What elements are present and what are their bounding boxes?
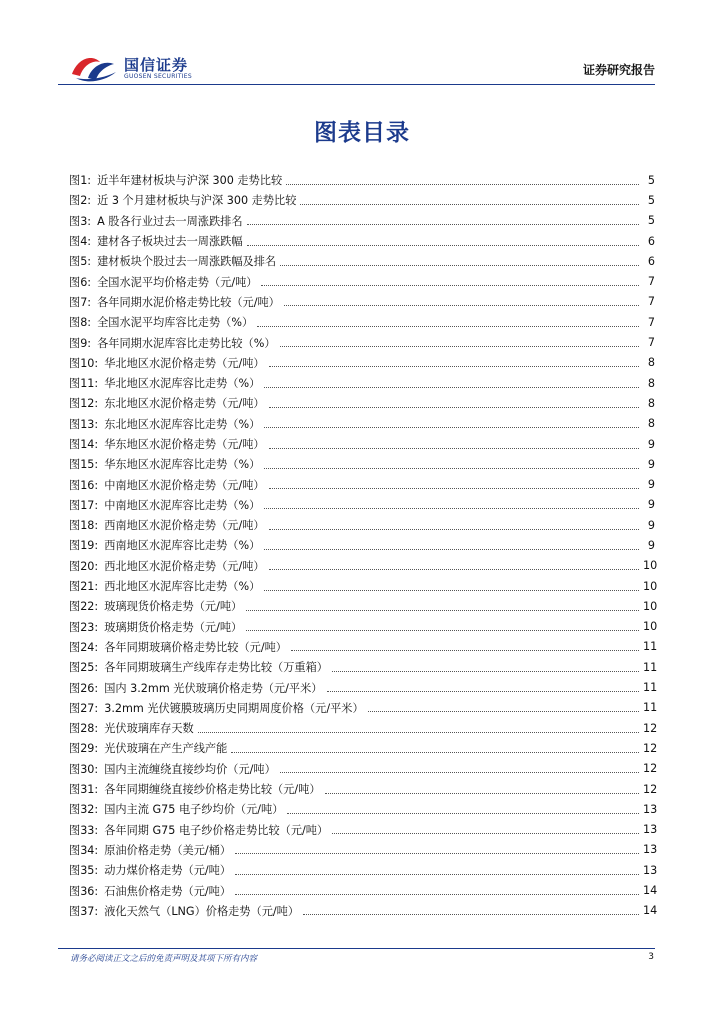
- toc-figure-title: 各年同期玻璃价格走势比较（元/吨）: [104, 640, 287, 654]
- toc-entry[interactable]: [69, 434, 655, 454]
- toc-dot-leader: [235, 874, 639, 875]
- toc-page-number: 10: [643, 620, 658, 634]
- toc-figure-title: 全国水泥平均库容比走势（%）: [97, 316, 254, 330]
- toc-page-number: 11: [643, 701, 658, 715]
- toc-page-number: 11: [643, 681, 658, 695]
- toc-entry[interactable]: [69, 617, 658, 637]
- toc-figure-title: 近 3 个月建材板块与沪深 300 走势比较: [97, 194, 297, 208]
- toc-entry[interactable]: [69, 373, 655, 393]
- toc-page-number: 13: [643, 843, 658, 857]
- toc-figure-number: 图9:: [69, 336, 92, 350]
- toc-dot-leader: [261, 285, 639, 286]
- toc-dot-leader: [332, 671, 639, 672]
- toc-page-number: 11: [643, 660, 658, 674]
- toc-entry[interactable]: [69, 698, 658, 718]
- footer-divider: [58, 948, 655, 949]
- toc-figure-title: 华北地区水泥价格走势（元/吨）: [104, 356, 265, 370]
- toc-dot-leader: [246, 630, 639, 631]
- toc-figure-title: 国内主流缠绕直接纱均价（元/吨）: [104, 762, 276, 776]
- guosen-logo-icon: [70, 52, 122, 84]
- toc-page-number: 12: [643, 762, 658, 776]
- toc-dot-leader: [231, 752, 639, 753]
- toc-figure-title: 西南地区水泥库容比走势（%）: [104, 539, 261, 553]
- toc-figure-number: 图2:: [69, 194, 92, 208]
- page-header: [70, 50, 655, 84]
- toc-entry[interactable]: [69, 759, 658, 779]
- toc-figure-number: 图19:: [69, 539, 99, 553]
- toc-figure-number: 图28:: [69, 722, 99, 736]
- header-divider: [58, 84, 655, 85]
- toc-figure-title: 国内 3.2mm 光伏玻璃价格走势（元/平米）: [104, 681, 323, 695]
- toc-figure-title: 光伏玻璃库存天数: [104, 722, 194, 736]
- toc-page-number: 6: [647, 234, 655, 248]
- toc-entry[interactable]: [69, 292, 655, 312]
- toc-dot-leader: [303, 914, 639, 915]
- toc-figure-title: 各年同期水泥库容比走势比较（%）: [97, 336, 276, 350]
- toc-entry[interactable]: [69, 535, 655, 555]
- page-number: 3: [648, 952, 654, 962]
- toc-figure-title: 光伏玻璃在产生产线产能: [104, 742, 228, 756]
- toc-figure-number: 图17:: [69, 498, 99, 512]
- toc-figure-title: 中南地区水泥价格走势（元/吨）: [104, 478, 265, 492]
- toc-dot-leader: [280, 772, 639, 773]
- toc-entry[interactable]: [69, 515, 655, 535]
- report-type-label: 证券研究报告: [582, 63, 655, 77]
- toc-entry[interactable]: [69, 738, 658, 758]
- toc-dot-leader: [300, 204, 639, 205]
- toc-dot-leader: [269, 529, 639, 530]
- toc-page-number: 6: [647, 254, 655, 268]
- toc-dot-leader: [269, 366, 639, 367]
- toc-page-number: 7: [647, 295, 655, 309]
- toc-figure-number: 图27:: [69, 701, 99, 715]
- toc-dot-leader: [327, 691, 640, 692]
- toc-page-number: 9: [647, 538, 655, 552]
- toc-figure-number: 图34:: [69, 843, 99, 857]
- toc-dot-leader: [269, 448, 639, 449]
- toc-figure-number: 图30:: [69, 762, 99, 776]
- toc-dot-leader: [235, 894, 639, 895]
- toc-page-number: 11: [643, 640, 658, 654]
- toc-dot-leader: [284, 305, 639, 306]
- toc-figure-title: 建材各子板块过去一周涨跌幅: [97, 235, 243, 249]
- toc-page-number: 10: [643, 559, 658, 573]
- toc-dot-leader: [269, 407, 639, 408]
- toc-page-number: 7: [647, 315, 655, 329]
- toc-dot-leader: [286, 184, 639, 185]
- toc-figure-number: 图3:: [69, 214, 92, 228]
- toc-dot-leader: [264, 427, 639, 428]
- toc-figure-title: 石油焦价格走势（元/吨）: [104, 884, 232, 898]
- toc-figure-title: 建材板块个股过去一周涨跌幅及排名: [97, 255, 277, 269]
- toc-entry[interactable]: [69, 576, 658, 596]
- toc-figure-title: 华北地区水泥库容比走势（%）: [104, 377, 261, 391]
- toc-page-number: 9: [647, 518, 655, 532]
- toc-figure-number: 图7:: [69, 295, 92, 309]
- toc-figure-number: 图35:: [69, 864, 99, 878]
- toc-figure-number: 图8:: [69, 316, 92, 330]
- guosen-logo: [70, 52, 230, 84]
- toc-entry[interactable]: [69, 271, 655, 291]
- page-title: 图表目录: [314, 120, 410, 146]
- toc-dot-leader: [264, 590, 639, 591]
- toc-figure-number: 图1:: [69, 174, 92, 188]
- toc-figure-number: 图22:: [69, 600, 99, 614]
- toc-dot-leader: [269, 488, 639, 489]
- toc-page-number: 10: [643, 599, 658, 613]
- toc-dot-leader: [325, 793, 639, 794]
- toc-figure-number: 图36:: [69, 884, 99, 898]
- toc-page-number: 5: [647, 173, 655, 187]
- toc-figure-title: 原油价格走势（美元/桶）: [104, 843, 232, 857]
- toc-page-number: 14: [643, 884, 658, 898]
- toc-figure-title: 国内主流 G75 电子纱均价（元/吨）: [104, 803, 284, 817]
- toc-page-number: 14: [643, 904, 658, 918]
- toc-dot-leader: [287, 813, 639, 814]
- toc-dot-leader: [246, 610, 639, 611]
- toc-entry[interactable]: [69, 880, 658, 900]
- toc-figure-title: 3.2mm 光伏镀膜玻璃历史同期周度价格（元/平米）: [104, 701, 364, 715]
- toc-entry[interactable]: [69, 901, 658, 921]
- toc-figure-title: 华东地区水泥库容比走势（%）: [104, 458, 261, 472]
- toc-dot-leader: [247, 245, 639, 246]
- toc-figure-number: 图10:: [69, 356, 99, 370]
- toc-figure-title: A 股各行业过去一周涨跌排名: [97, 214, 243, 228]
- toc-figure-number: 图20:: [69, 559, 99, 573]
- toc-figure-title: 近半年建材板块与沪深 300 走势比较: [97, 174, 283, 188]
- toc-dot-leader: [280, 346, 639, 347]
- table-of-figures: [69, 170, 658, 921]
- toc-entry[interactable]: [69, 251, 655, 271]
- toc-dot-leader: [264, 468, 639, 469]
- toc-figure-number: 图29:: [69, 742, 99, 756]
- toc-entry[interactable]: [69, 677, 658, 697]
- toc-page-number: 7: [647, 336, 655, 350]
- toc-entry[interactable]: [69, 820, 658, 840]
- toc-entry[interactable]: [69, 312, 655, 332]
- toc-page-number: 12: [643, 741, 658, 755]
- toc-entry[interactable]: [69, 393, 655, 413]
- toc-entry[interactable]: [69, 779, 658, 799]
- toc-page-number: 8: [647, 417, 655, 431]
- toc-page-number: 13: [643, 863, 658, 877]
- toc-figure-title: 动力煤价格走势（元/吨）: [104, 864, 232, 878]
- toc-figure-title: 各年同期玻璃生产线库存走势比较（万重箱）: [104, 661, 328, 675]
- toc-dot-leader: [368, 711, 639, 712]
- toc-figure-number: 图21:: [69, 580, 99, 594]
- toc-dot-leader: [291, 650, 639, 651]
- toc-page-number: 8: [647, 376, 655, 390]
- toc-entry[interactable]: [69, 495, 655, 515]
- toc-dot-leader: [257, 326, 639, 327]
- toc-entry[interactable]: [69, 860, 658, 880]
- toc-figure-number: 图5:: [69, 255, 92, 269]
- toc-figure-number: 图11:: [69, 377, 99, 391]
- toc-figure-title: 西北地区水泥库容比走势（%）: [104, 580, 261, 594]
- toc-entry[interactable]: [69, 414, 655, 434]
- toc-page-number: 9: [647, 457, 655, 471]
- toc-page-number: 9: [647, 498, 655, 512]
- toc-figure-number: 图14:: [69, 438, 99, 451]
- toc-page-number: 12: [643, 721, 658, 735]
- toc-page-number: 13: [643, 823, 658, 837]
- footer-disclaimer: 请务必阅读正文之后的免责声明及其项下所有内容: [70, 954, 258, 964]
- toc-figure-number: 图18:: [69, 519, 99, 533]
- toc-page-number: 13: [643, 802, 658, 816]
- toc-entry[interactable]: [69, 211, 655, 231]
- toc-figure-number: 图25:: [69, 661, 99, 675]
- toc-figure-number: 图33:: [69, 823, 99, 837]
- toc-figure-title: 西南地区水泥价格走势（元/吨）: [104, 519, 265, 533]
- toc-dot-leader: [264, 387, 639, 388]
- toc-figure-number: 图32:: [69, 803, 99, 817]
- logo-english-text: GUOSEN SECURITIES: [124, 73, 193, 80]
- toc-entry[interactable]: [69, 231, 655, 251]
- toc-page-number: 8: [647, 396, 655, 410]
- toc-entry[interactable]: [69, 556, 658, 576]
- toc-entry[interactable]: [69, 170, 655, 190]
- toc-entry[interactable]: [69, 454, 655, 474]
- toc-entry[interactable]: [69, 657, 658, 677]
- toc-entry[interactable]: [69, 840, 658, 860]
- toc-entry[interactable]: [69, 637, 658, 657]
- toc-figure-number: 图6:: [69, 275, 92, 289]
- toc-figure-title: 各年同期缠绕直接纱价格走势比较（元/吨）: [104, 783, 321, 797]
- toc-page-number: 9: [647, 478, 655, 492]
- toc-figure-number: 图4:: [69, 235, 92, 249]
- toc-entry[interactable]: [69, 799, 658, 819]
- toc-page-number: 10: [643, 579, 658, 593]
- toc-entry[interactable]: [69, 353, 655, 373]
- toc-entry[interactable]: [69, 332, 655, 352]
- toc-figure-number: 图31:: [69, 783, 99, 797]
- toc-dot-leader: [280, 265, 639, 266]
- toc-figure-title: 中南地区水泥库容比走势（%）: [104, 498, 261, 512]
- toc-dot-leader: [198, 732, 639, 733]
- toc-dot-leader: [332, 833, 639, 834]
- toc-dot-leader: [264, 549, 639, 550]
- toc-page-number: 8: [647, 356, 655, 370]
- toc-entry[interactable]: [69, 474, 655, 494]
- toc-dot-leader: [269, 569, 639, 570]
- toc-figure-title: 东北地区水泥库容比走势（%）: [104, 417, 261, 431]
- toc-page-number: 7: [647, 275, 655, 289]
- toc-entry[interactable]: [69, 718, 658, 738]
- toc-figure-number: 图37:: [69, 904, 99, 918]
- toc-figure-title: 各年同期 G75 电子纱价格走势比较（元/吨）: [104, 823, 329, 837]
- toc-entry[interactable]: [69, 190, 655, 210]
- toc-page-number: 9: [647, 437, 655, 451]
- toc-figure-title: 玻璃现货价格走势（元/吨）: [104, 600, 243, 614]
- toc-figure-title: 华东地区水泥价格走势（元/吨）: [104, 438, 265, 451]
- toc-figure-title: 玻璃期货价格走势（元/吨）: [104, 620, 243, 634]
- toc-figure-title: 全国水泥平均价格走势（元/吨）: [97, 275, 258, 289]
- toc-page-number: 5: [647, 193, 655, 207]
- toc-figure-number: 图16:: [69, 478, 99, 492]
- toc-figure-title: 液化天然气（LNG）价格走势（元/吨）: [104, 904, 300, 918]
- toc-figure-number: 图13:: [69, 417, 99, 431]
- toc-figure-number: 图12:: [69, 397, 99, 411]
- toc-figure-number: 图24:: [69, 640, 99, 654]
- toc-figure-number: 图23:: [69, 620, 99, 634]
- toc-figure-title: 东北地区水泥价格走势（元/吨）: [104, 397, 265, 411]
- toc-figure-number: 图15:: [69, 458, 99, 472]
- toc-dot-leader: [264, 508, 639, 509]
- toc-entry[interactable]: [69, 596, 658, 616]
- toc-figure-title: 各年同期水泥价格走势比较（元/吨）: [97, 295, 280, 309]
- toc-page-number: 5: [647, 214, 655, 228]
- toc-page-number: 12: [643, 782, 658, 796]
- logo-chinese-text: 国信证券: [124, 56, 189, 74]
- toc-dot-leader: [235, 853, 639, 854]
- toc-figure-title: 西北地区水泥价格走势（元/吨）: [104, 559, 265, 573]
- toc-dot-leader: [247, 224, 639, 225]
- toc-figure-number: 图26:: [69, 681, 99, 695]
